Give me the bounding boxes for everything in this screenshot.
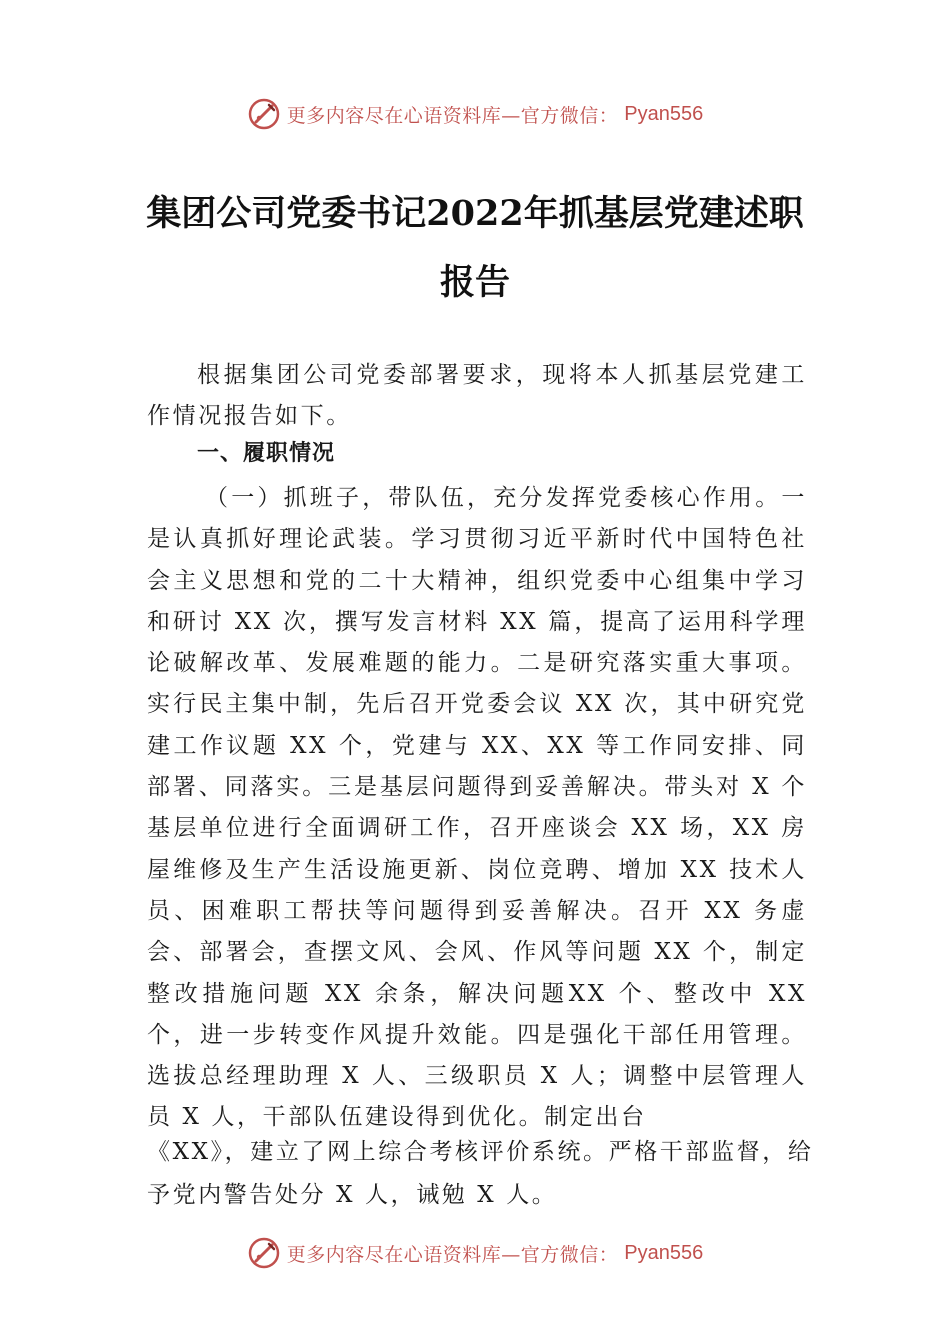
pen-circle-logo-icon: [247, 97, 281, 131]
intro-paragraph: 根据集团公司党委部署要求，现将本人抓基层党建工作情况报告如下。: [147, 362, 807, 430]
watermark-text: 更多内容尽在心语资料库—官方微信：: [286, 104, 619, 127]
document-title-line2: 报告: [439, 262, 510, 303]
watermark-wechat-id: Pyan556: [624, 1241, 704, 1264]
section-paragraph: （一）抓班子，带队伍，充分发挥党委核心作用。一是认真抓好理论武装。学习贯彻习近平新时代中国特色社会主义思想和党的二十大精神，组织党委中心组集中学习和研讨 XX 次，撰写发言材料 XX 篇，提高了运用科学理论破解改革、发展难题的能力。二是研究落实重大事项。实行民主集中制，先后召开党委会议 XX 次，其中研究党建工作议题 XX 个，党建与 XX、XX 等工作同安排、同部署、同落实。三是基层问题得到妥善解决。带头对 X 个基层单位进行全面调研工作，召开座谈会 XX 场，XX 房屋维修及生产生活设施更新、岗位竞聘、增加 XX 技术人员、困难职工帮扶等问题得到妥善解决。召开 XX 务虚会、部署会，查摆文风、会风、作风等问题 XX 个，制定整改措施问题 XX 余条，解决问题XX 个、整改中 XX 个，进一步转变作风提升效能。四是强化干部任用管理。选拔总经理助理 X 人、三级职员 X 人；调整中层管理人员 X 人，干部队伍建设得到优化。制定出台: [147, 485, 807, 1131]
watermark-wechat-id: Pyan556: [624, 102, 704, 125]
watermark-text: 更多内容尽在心语资料库—官方微信：: [286, 1243, 619, 1266]
pen-circle-logo-icon: [247, 1236, 281, 1270]
watermark-banner-top: [0, 94, 950, 134]
watermark-banner-bottom: [0, 1233, 950, 1273]
paragraph-continuation-line1: 《XX》，建立了网上综合考核评价系统。严格干部监督，给: [147, 1139, 814, 1165]
document-title-line1: 集团公司党委书记2022年抓基层党建述职: [146, 193, 804, 234]
section-heading: 一、履职情况: [197, 441, 336, 466]
paragraph-continuation-line2: 予党内警告处分 X 人，诫勉 X 人。: [147, 1182, 558, 1208]
